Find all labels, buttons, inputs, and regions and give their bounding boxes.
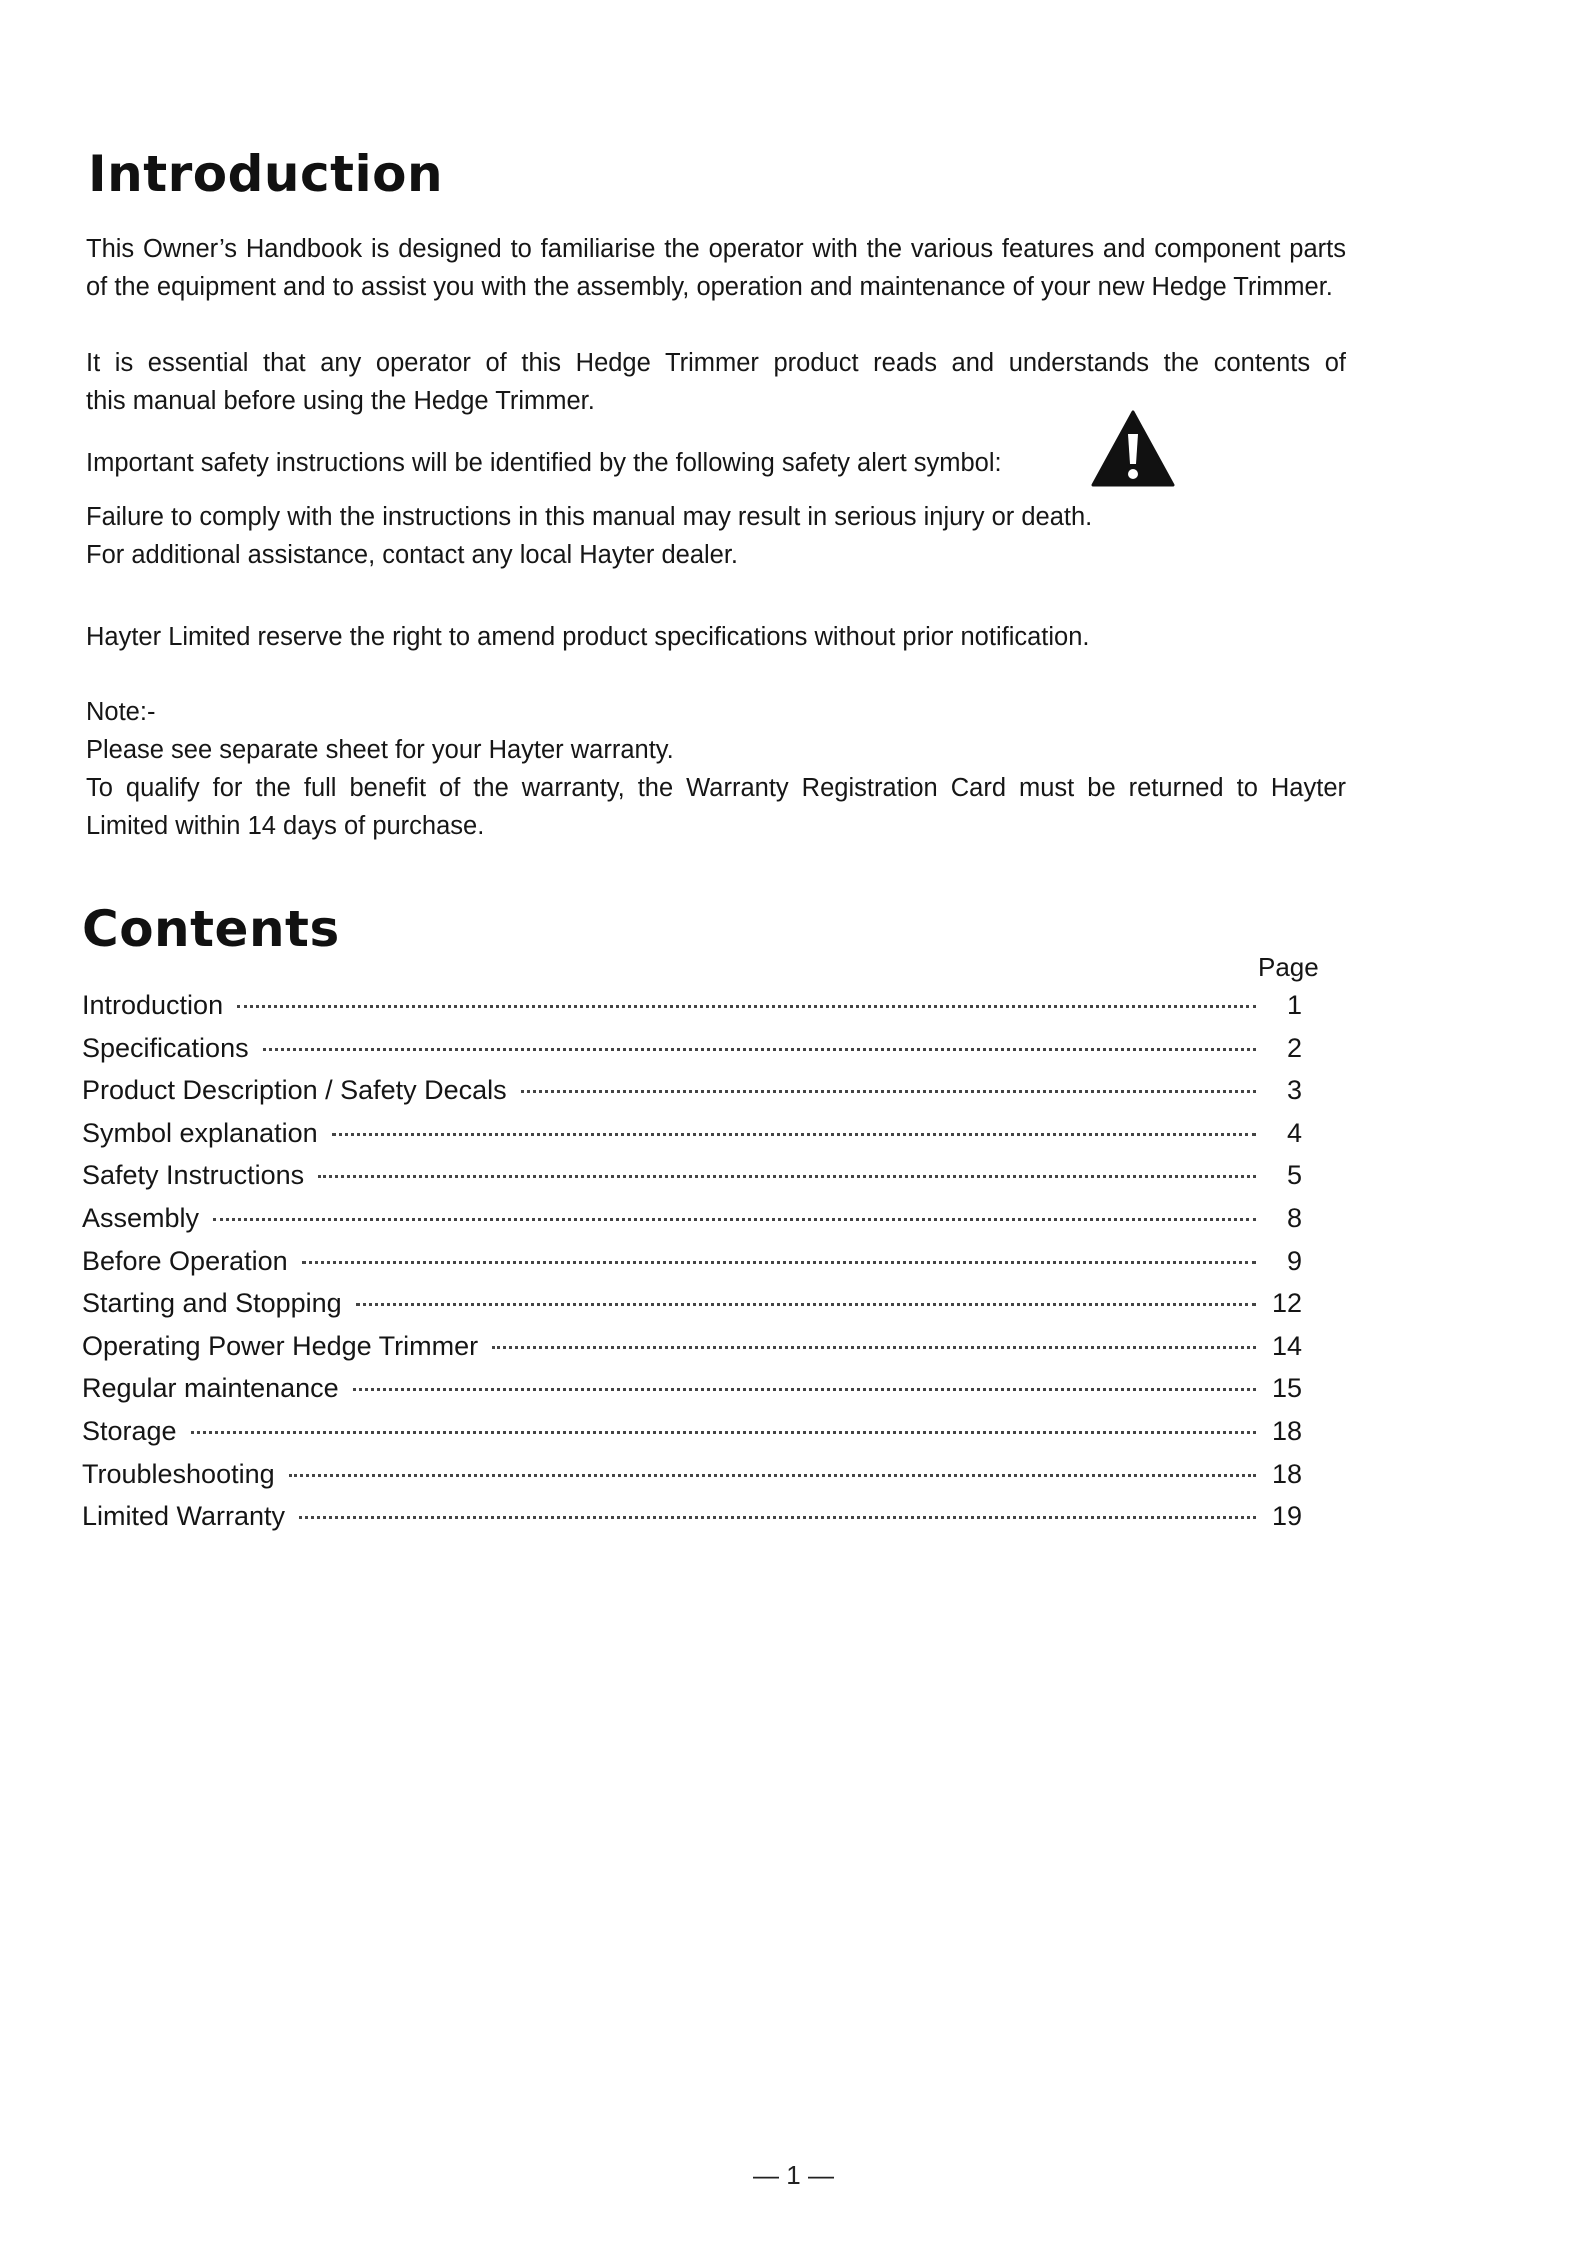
toc-dot-leader xyxy=(492,1346,1256,1349)
toc-entry xyxy=(82,1459,1302,1502)
toc-entry xyxy=(82,1033,1302,1076)
toc-entry-page: 15 xyxy=(1271,1373,1302,1404)
toc-entry-page: 1 xyxy=(1286,990,1302,1020)
page-column-label: Page xyxy=(1258,952,1319,982)
toc-dot-leader xyxy=(302,1261,1256,1264)
toc-entry-page: 9 xyxy=(1286,1245,1302,1276)
introduction-paragraph-text: This Owner’s Handbook is designed to familiarise the operator with the various features and component parts of the equipment and to assist you with the assembly, operation and maintenance of your new Hedge Trimmer. xyxy=(86,235,1346,301)
toc-dot-leader xyxy=(263,1048,1256,1051)
failure-warning-line xyxy=(86,498,1346,536)
note-line-2: To qualify for the full benefit of the warranty, the Warranty Registration Card must be returned to Hayter xyxy=(86,774,1346,802)
toc-entry-title: Symbol explanation xyxy=(82,1117,318,1148)
toc-entry-page: 18 xyxy=(1271,1458,1302,1489)
toc-entry-page: 14 xyxy=(1271,1330,1302,1361)
toc-entry-page: 8 xyxy=(1286,1202,1302,1233)
toc-dot-leader xyxy=(353,1388,1256,1391)
specification-reserve-line xyxy=(86,618,1346,656)
toc-dot-leader xyxy=(356,1303,1256,1306)
toc-entry xyxy=(82,1373,1302,1416)
toc-dot-leader xyxy=(332,1133,1256,1136)
toc-entry-title: Operating Power Hedge Trimmer xyxy=(82,1330,479,1361)
toc-entry-title: Limited Warranty xyxy=(82,1501,286,1532)
toc-entry xyxy=(82,990,1302,1033)
note-line-3: Limited within 14 days of purchase. xyxy=(86,812,485,840)
note-label: Note:- xyxy=(86,698,156,726)
toc-dot-leader xyxy=(299,1516,1256,1519)
toc-entry-page: 2 xyxy=(1286,1032,1302,1063)
toc-entry xyxy=(82,1118,1302,1161)
toc-entry-title: Specifications xyxy=(82,1032,249,1063)
toc-entry xyxy=(82,1075,1302,1118)
toc-entry-page: 12 xyxy=(1271,1288,1302,1319)
warning-triangle-icon xyxy=(1090,408,1176,488)
operator-requirement-line-1: It is essential that any operator of this Hedge Trimmer product reads and understands the contents of xyxy=(86,349,1346,377)
toc-entry-title: Storage xyxy=(82,1415,177,1446)
introduction-heading: Introduction xyxy=(88,145,444,203)
safety-symbol-text: Important safety instructions will be identified by the following safety alert symbol: xyxy=(86,449,1002,477)
contents-heading: Contents xyxy=(82,900,340,958)
warranty-note xyxy=(86,693,1346,845)
toc-entry xyxy=(82,1246,1302,1289)
toc-entry-page: 5 xyxy=(1286,1160,1302,1191)
toc-dot-leader xyxy=(318,1175,1256,1178)
toc-entry-title: Product Description / Safety Decals xyxy=(82,1075,507,1106)
toc-entry-page: 4 xyxy=(1286,1117,1302,1148)
toc-entry xyxy=(82,1501,1302,1544)
toc-entry xyxy=(82,1288,1302,1331)
page-number: — 1 — xyxy=(753,2160,834,2190)
assistance-line xyxy=(86,536,1346,574)
toc-entry xyxy=(82,1416,1302,1459)
introduction-paragraph xyxy=(86,230,1346,306)
toc-dot-leader xyxy=(213,1218,1256,1221)
toc-entry xyxy=(82,1331,1302,1374)
specification-reserve-text: Hayter Limited reserve the right to amend product specifications without prior notification. xyxy=(86,623,1090,651)
toc-entry-page: 3 xyxy=(1286,1075,1302,1106)
toc-entry xyxy=(82,1203,1302,1246)
assistance-text: For additional assistance, contact any local Hayter dealer. xyxy=(86,541,739,569)
note-line-1: Please see separate sheet for your Hayter warranty. xyxy=(86,736,674,764)
toc-entry-title: Before Operation xyxy=(82,1245,288,1276)
toc-dot-leader xyxy=(521,1090,1256,1093)
toc-entry-title: Regular maintenance xyxy=(82,1373,339,1404)
table-of-contents xyxy=(82,990,1302,1544)
toc-dot-leader xyxy=(191,1431,1256,1434)
toc-dot-leader xyxy=(289,1474,1256,1477)
toc-entry-page: 19 xyxy=(1271,1501,1302,1532)
toc-entry-title: Introduction xyxy=(82,990,224,1020)
operator-requirement-line-2: this manual before using the Hedge Trimmer. xyxy=(86,387,595,415)
failure-warning-text: Failure to comply with the instructions in this manual may result in serious injury or death. xyxy=(86,503,1093,531)
toc-entry-title: Troubleshooting xyxy=(82,1458,275,1489)
toc-entry-page: 18 xyxy=(1271,1415,1302,1446)
toc-dot-leader xyxy=(237,1005,1256,1008)
toc-entry-title: Safety Instructions xyxy=(82,1160,305,1191)
toc-entry xyxy=(82,1160,1302,1203)
toc-entry-title: Assembly xyxy=(82,1202,200,1233)
toc-entry-title: Starting and Stopping xyxy=(82,1288,342,1319)
